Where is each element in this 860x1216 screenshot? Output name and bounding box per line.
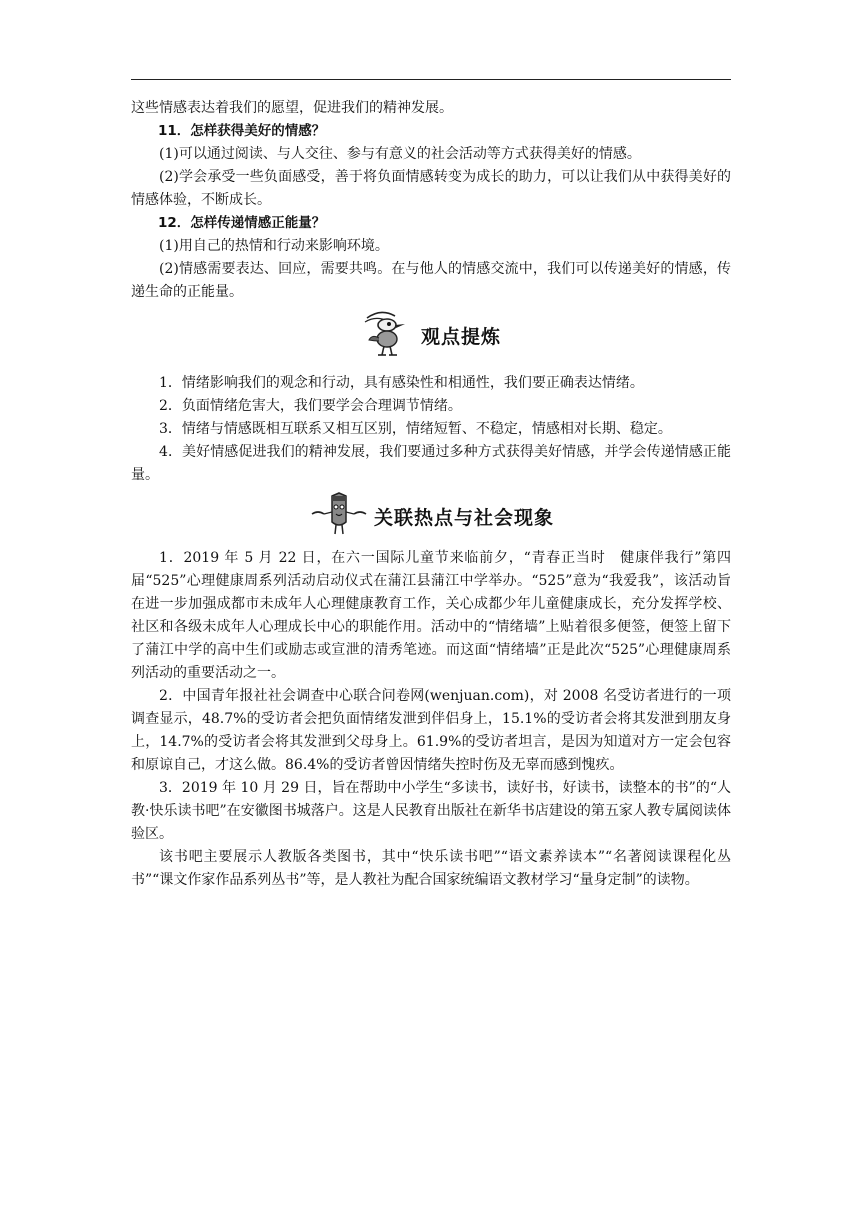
question-12-title: 12．怎样传递情感正能量？ [158, 215, 326, 231]
viewpoint-item-4: 4．美好情感促进我们的精神发展，我们要通过多种方式获得美好情感，并学会传递情感正能量。 [131, 444, 731, 483]
hotspot-item-1: 1．2019 年 5 月 22 日，在六一国际儿童节来临前夕，“青春正当时 健康伴我行”第四届“525”心理健康周系列活动启动仪式在蒲江县蒲江中学举办。“525”意为“我爱我”，该活动旨在进一步加强成都市未成年人心理健康教育工作，关心成都少年儿童健康成长，充分发挥学校、社区和各级未成年人心理成长中心的职能作用。活动中的“情绪墙”上贴着很多便签，便签上留下了蒲江中学的高中生们或励志或宣泄的清秀笔迹。而这面“情绪墙”正是此次“525”心理健康周系列活动的重要活动之一。 [131, 550, 731, 681]
question-12-answer-1: (1)用自己的热情和行动来影响环境。 [159, 238, 389, 254]
continuation-text: 这些情感表达着我们的愿望，促进我们的精神发展。 [131, 100, 453, 116]
hotspot-item-2: 2．中国青年报社社会调查中心联合问卷网(wenjuan.com)，对 2008 名受访者进行的一项调查显示，48.7%的受访者会把负面情绪发泄到伴侣身上，15.1%的受访者会将其发泄到朋友身上，14.7%的受访者会将其发泄到父母身上。61.9%的受访者坦言，是因为知道对方一定会包容和原谅自己，才这么做。86.4%的受访者曾因情绪失控时伤及无辜而感到愧疚。 [131, 688, 731, 773]
question-11-answer-1: (1)可以通过阅读、与人交往、参与有意义的社会活动等方式获得美好的情感。 [159, 146, 641, 162]
viewpoint-item-1: 1．情绪影响我们的观念和行动，具有感染性和相通性，我们要正确表达情绪。 [159, 375, 644, 391]
section-heading-viewpoints [131, 312, 731, 362]
section-title-hotspots: 关联热点与社会现象 [373, 506, 554, 529]
question-12-answer-2: (2)情感需要表达、回应，需要共鸣。在与他人的情感交流中，我们可以传递美好的情感，传递生命的正能量。 [131, 261, 731, 300]
hotspot-item-4: 该书吧主要展示人教版各类图书，其中“快乐读书吧”“语文素养读本”“名著阅读课程化丛书”“课文作家作品系列丛书”等，是人教社为配合国家统编语文教材学习“量身定制”的读物。 [131, 849, 731, 888]
viewpoint-item-2: 2．负面情绪危害大，我们要学会合理调节情绪。 [159, 398, 462, 414]
hotspot-item-3: 3．2019 年 10 月 29 日，旨在帮助中小学生“多读书，读好书，好读书，读整本的书”的“人教·快乐读书吧”在安徽图书城落户。这是人民教育出版社在新华书店建设的第五家人教专属阅读体验区。 [131, 780, 731, 842]
viewpoint-item-3: 3．情绪与情感既相互联系又相互区别，情绪短暂、不稳定，情感相对长期、稳定。 [159, 421, 672, 437]
question-11-answer-2: (2)学会承受一些负面感受，善于将负面情感转变为成长的助力，可以让我们从中获得美好的情感体验，不断成长。 [131, 169, 731, 208]
section-title-viewpoints: 观点提炼 [420, 325, 501, 348]
bird-mascot-icon [361, 308, 417, 366]
section-heading-hotspots [131, 495, 731, 541]
question-11-title: 11．怎样获得美好的情感？ [158, 123, 326, 139]
header-rule [131, 79, 731, 80]
pencil-mascot-icon [308, 492, 370, 544]
page-content [131, 97, 731, 892]
